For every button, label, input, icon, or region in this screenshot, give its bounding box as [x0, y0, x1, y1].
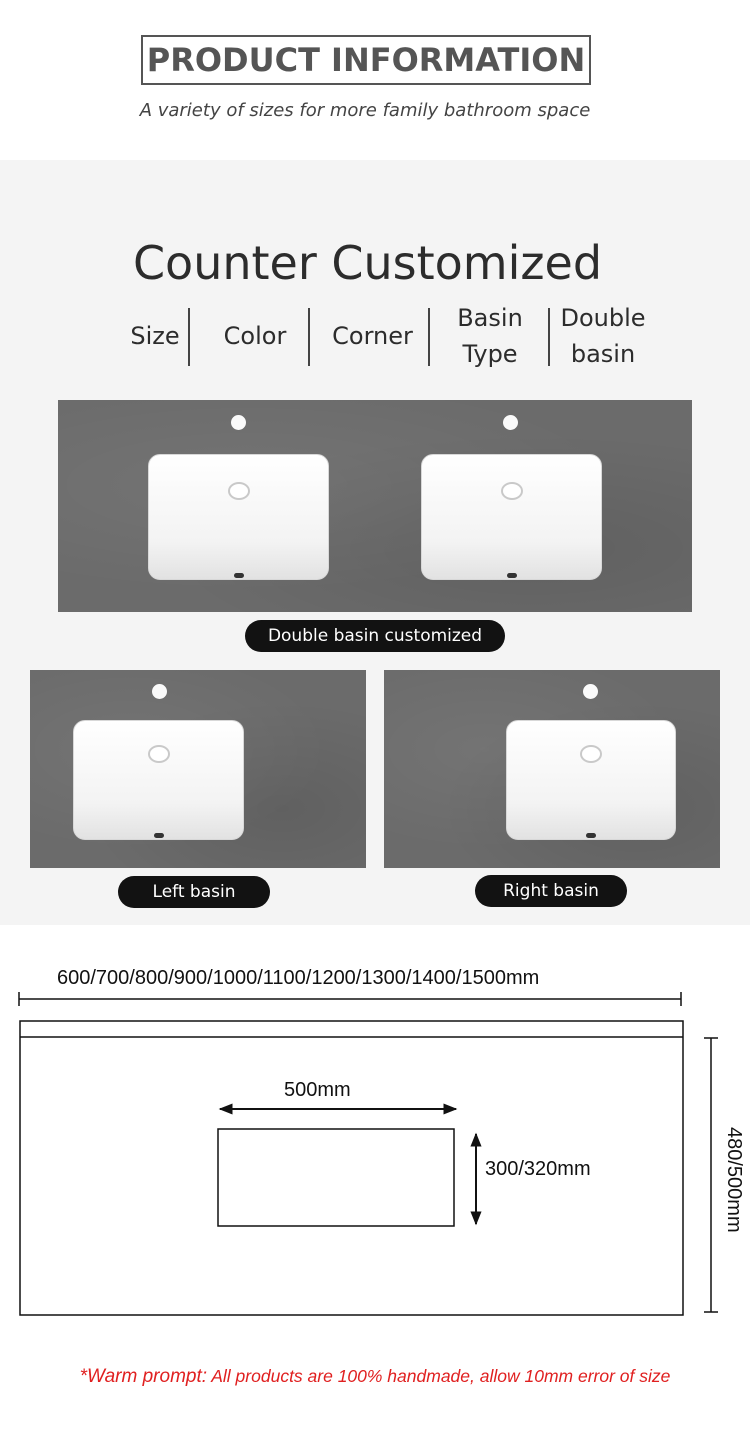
basin-outline [218, 1129, 454, 1226]
option-corner [325, 318, 420, 354]
option-label: Corner [332, 322, 413, 350]
counter-depth-line [704, 1038, 718, 1312]
option-label: Double [560, 304, 646, 332]
drain-icon [148, 745, 170, 763]
drain-icon [501, 482, 523, 500]
overflow-icon [234, 573, 244, 578]
option-label: basin [570, 340, 636, 368]
option-divider [548, 308, 550, 366]
faucet-hole-icon [152, 684, 167, 699]
warm-prompt-label: *Warm prompt: [79, 1366, 208, 1387]
basin-bowl [73, 720, 244, 840]
double-basin-label: Double basin customized [245, 620, 505, 652]
faucet-hole-icon [231, 415, 246, 430]
customization-title: Counter Customized [132, 236, 603, 290]
option-label: Type [462, 340, 518, 368]
drain-icon [228, 482, 250, 500]
overflow-icon [586, 833, 596, 838]
right-basin-label: Right basin [475, 875, 627, 907]
left-basin-image [30, 670, 366, 868]
page-subtitle: A variety of sizes for more family bathroom space [139, 100, 591, 121]
faucet-hole-icon [503, 415, 518, 430]
option-label: Size [130, 322, 180, 350]
counter-depth-label: 480/500mm [723, 1127, 745, 1233]
option-divider [428, 308, 430, 366]
warm-prompt-text: All products are 100% handmade, allow 10mm error of size [207, 1366, 671, 1386]
basin-depth-label: 300/320mm [485, 1158, 591, 1180]
basin-width-label: 500mm [284, 1079, 351, 1101]
warm-prompt-note [0, 1366, 750, 1388]
basin-bowl [421, 454, 602, 580]
customization-options [0, 300, 750, 370]
drain-icon [580, 745, 602, 763]
dimension-drawing [0, 980, 750, 1360]
length-dimension-label: 600/700/800/900/1000/1100/1200/1300/1400/1500mm [57, 967, 540, 989]
option-basin-type [445, 300, 535, 372]
basin-bowl [506, 720, 676, 840]
page-title: PRODUCT INFORMATION [146, 41, 586, 79]
double-basin-image [58, 400, 692, 612]
option-color [210, 318, 300, 354]
right-basin-image [384, 670, 720, 868]
option-divider [188, 308, 190, 366]
basin-bowl [148, 454, 329, 580]
option-divider [308, 308, 310, 366]
option-label: Color [223, 322, 287, 350]
length-dimension-line [19, 992, 681, 1006]
option-size [125, 318, 185, 354]
faucet-hole-icon [583, 684, 598, 699]
left-basin-label: Left basin [118, 876, 270, 908]
overflow-icon [507, 573, 517, 578]
option-double-basin [553, 300, 653, 372]
header-title-box [141, 35, 591, 85]
overflow-icon [154, 833, 164, 838]
option-label: Basin [457, 304, 523, 332]
